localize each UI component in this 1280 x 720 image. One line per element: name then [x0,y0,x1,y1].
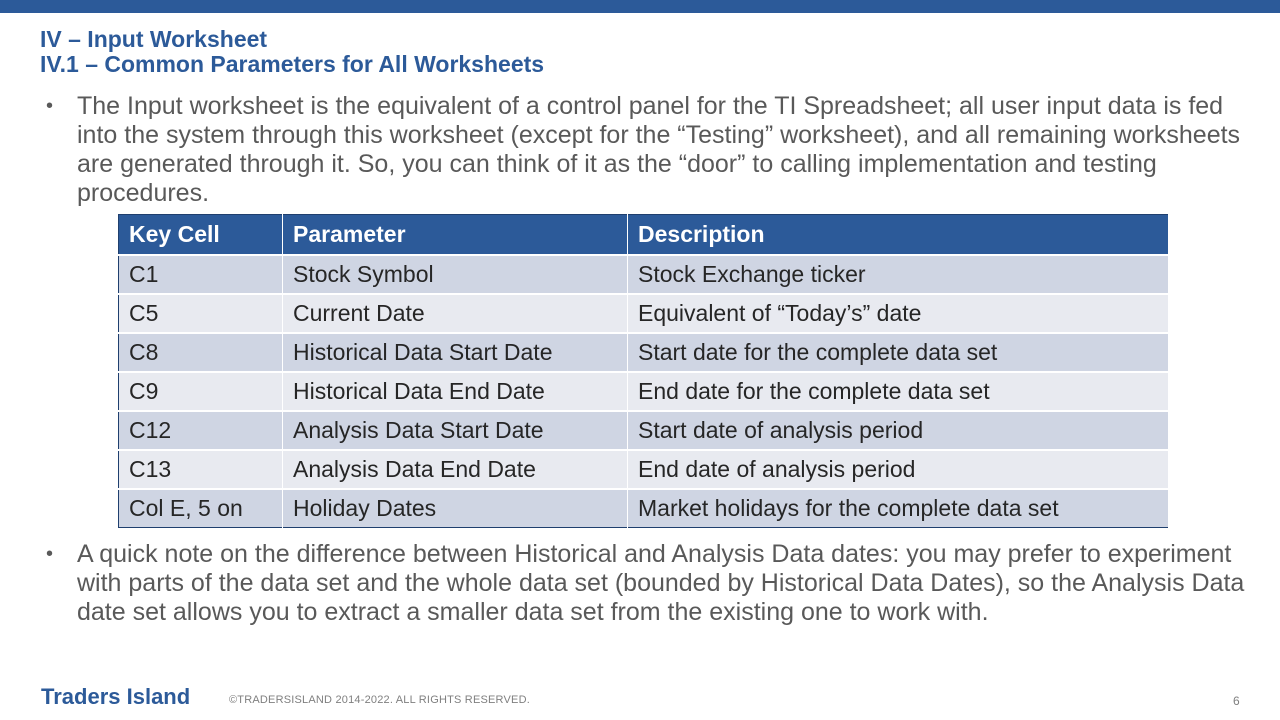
parameter-cell: Holiday Dates [283,489,628,528]
table-header-row [119,215,1169,256]
parameter-cell: Analysis Data Start Date [283,411,628,450]
table-row [119,450,1169,489]
key-cell: C12 [119,411,283,450]
column-header-key-cell: Key Cell [119,215,283,256]
copyright-notice: ©TRADERSISLAND 2014-2022. ALL RIGHTS RESERVED. [229,694,530,706]
parameter-cell: Current Date [283,294,628,333]
description-cell: Stock Exchange ticker [628,255,1169,294]
key-cell: C5 [119,294,283,333]
key-cell: C1 [119,255,283,294]
slide-title: IV – Input Worksheet [40,26,268,52]
parameter-cell: Historical Data End Date [283,372,628,411]
bullet-text: The Input worksheet is the equivalent of a control panel for the TI Spreadsheet; all user input data is fed into the system through this worksheet (except for the “Testing” worksheet), and all remaining worksheets are generated through it. So, you can think of it as the “door” to calling implementation and testing procedures. [77,92,1241,207]
table-row [119,489,1169,528]
bullet-dot: • [46,543,54,565]
parameters-table [118,214,1169,528]
column-header-parameter: Parameter [283,215,628,256]
top-accent-bar [0,0,1280,13]
parameter-cell: Historical Data Start Date [283,333,628,372]
column-header-description: Description [628,215,1169,256]
key-cell: C9 [119,372,283,411]
description-cell: Start date for the complete data set [628,333,1169,372]
key-cell: Col E, 5 on [119,489,283,528]
table-row [119,255,1169,294]
description-cell: Equivalent of “Today’s” date [628,294,1169,333]
bullet-dot: • [46,95,54,117]
key-cell: C8 [119,333,283,372]
parameter-cell: Analysis Data End Date [283,450,628,489]
description-cell: Market holidays for the complete data set [628,489,1169,528]
page-number: 6 [1233,694,1240,708]
description-cell: Start date of analysis period [628,411,1169,450]
table-row [119,333,1169,372]
description-cell: End date of analysis period [628,450,1169,489]
bullet-text: A quick note on the difference between Historical and Analysis Data dates: you may prefer to experiment with parts of the data set and the whole data set (bounded by Historical Data Dates), so the Analysis Data date set allows you to extract a smaller data set from the existing one to work with. [77,540,1245,626]
key-cell: C13 [119,450,283,489]
brand-logo-text: Traders Island [41,684,191,709]
description-cell: End date for the complete data set [628,372,1169,411]
table-row [119,372,1169,411]
slide-subtitle: IV.1 – Common Parameters for All Worksheets [40,51,545,77]
parameter-cell: Stock Symbol [283,255,628,294]
table-row [119,294,1169,333]
table-row [119,411,1169,450]
